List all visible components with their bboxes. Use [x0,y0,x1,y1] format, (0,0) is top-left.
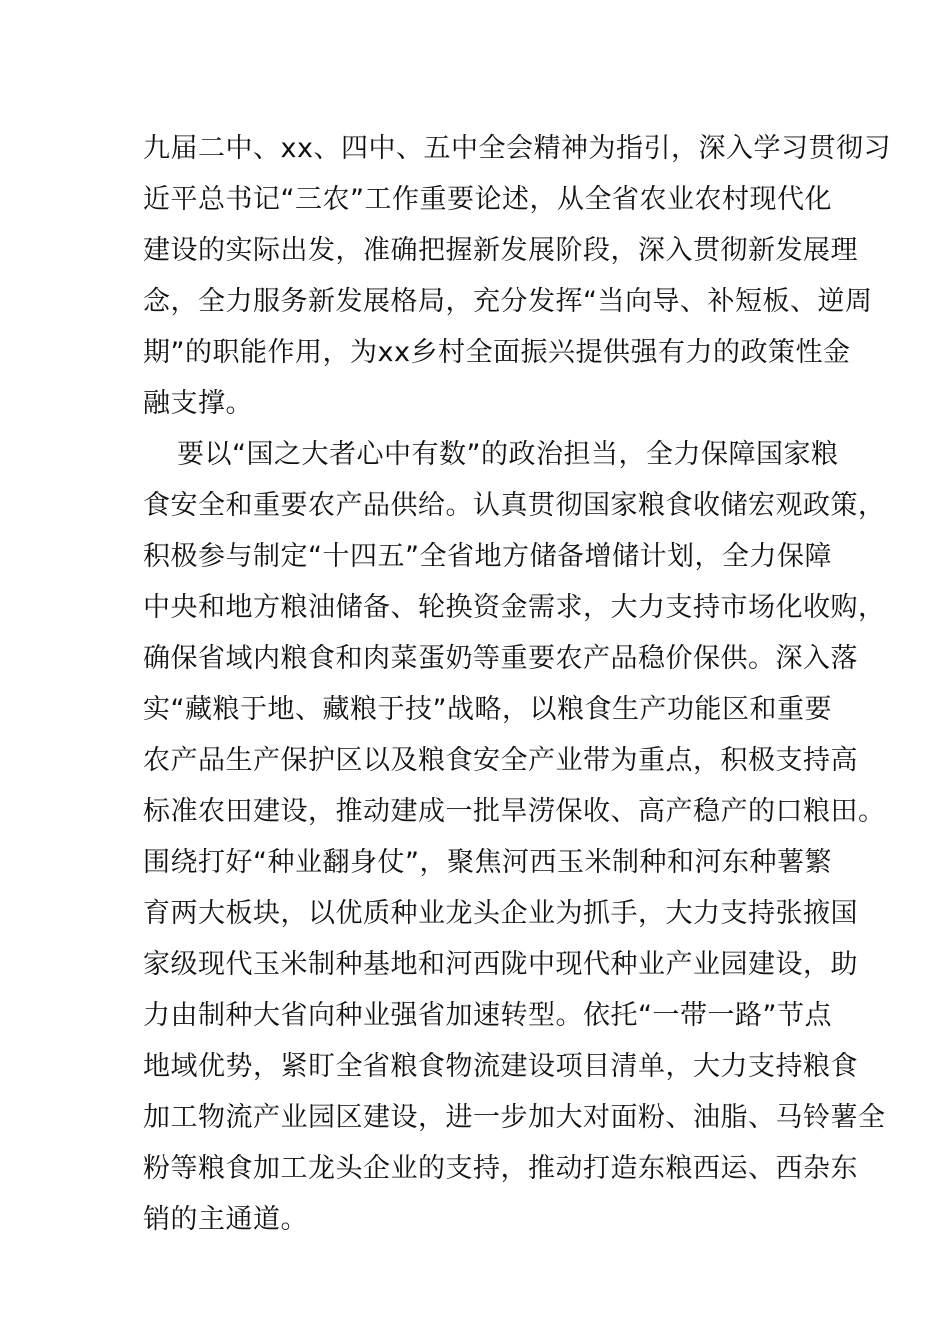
paragraph-line: 销的主通道。 [143,1204,308,1235]
paragraph-line: 融支撑。 [143,388,253,419]
paragraph-line: 地域优势，紧盯全省粮食物流建设项目清单，大力支持粮食 [143,1051,858,1082]
paragraph-line: 建设的实际出发，准确把握新发展阶段，深入贯彻新发展理 [143,235,858,266]
paragraph-line: 粉等粮食加工龙头企业的支持，推动打造东粮西运、西杂东 [143,1153,858,1184]
paragraph-line: 加工物流产业园区建设，进一步加大对面粉、油脂、马铃薯全 [143,1102,886,1133]
paragraph-line: 农产品生产保护区以及粮食安全产业带为重点，积极支持高 [143,745,858,776]
paragraph-line: 期”的职能作用，为xx乡村全面振兴提供强有力的政策性金 [143,337,851,368]
paragraph-line: 要以“国之大者心中有数”的政治担当，全力保障国家粮 [177,439,839,470]
paragraph-line: 近平总书记“三农”工作重要论述，从全省农业农村现代化 [143,184,832,215]
paragraph-line: 力由制种大省向种业强省加速转型。依托“一带一路”节点 [143,1000,832,1031]
paragraph-line: 标准农田建设，推动建成一批旱涝保收、高产稳产的口粮田。 [143,796,886,827]
paragraph-line: 念，全力服务新发展格局，充分发挥“当向导、补短板、逆周 [143,286,873,317]
paragraph-line: 实“藏粮于地、藏粮于技”战略，以粮食生产功能区和重要 [143,694,832,725]
paragraph-line: 围绕打好“种业翻身仗”，聚焦河西玉米制种和河东种薯繁 [143,847,832,878]
paragraph-line: 家级现代玉米制种基地和河西陇中现代种业产业园建设，助 [143,949,858,980]
paragraph-line: 食安全和重要农产品供给。认真贯彻国家粮食收储宏观政策， [143,490,886,521]
paragraph-line: 确保省域内粮食和肉菜蛋奶等重要农产品稳价保供。深入落 [143,643,858,674]
paragraph-line: 育两大板块，以优质种业龙头企业为抓手，大力支持张掖国 [143,898,858,929]
paragraph-line: 九届二中、xx、四中、五中全会精神为指引，深入学习贯彻习 [143,133,891,164]
paragraph-line: 积极参与制定“十四五”全省地方储备增储计划，全力保障 [143,541,832,572]
paragraph-line: 中央和地方粮油储备、轮换资金需求，大力支持市场化收购， [143,592,886,623]
